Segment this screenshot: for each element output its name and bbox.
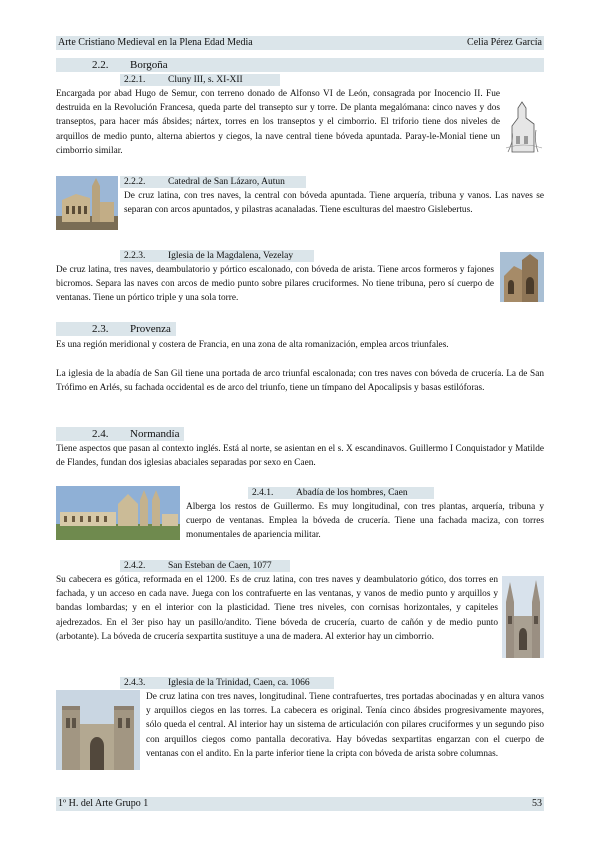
section-title: Borgoña — [130, 59, 168, 71]
page-footer — [56, 797, 544, 811]
subsection-heading-autun — [120, 176, 306, 188]
section-number: 2.4. — [92, 428, 109, 440]
autun-cathedral-image — [56, 176, 118, 230]
subsection-heading-trinidad — [120, 677, 334, 689]
subsection-title: San Esteban de Caen, 1077 — [168, 561, 272, 571]
paragraph-trinidad: De cruz latina con tres naves, longitudinal. Tiene contrafuertes, tres portadas abocinadas y en altura vanos y arquillos ciegos en las torres. La cabecera es original. Tenía cinco ábsides progresivamente mayores, sólo queda el central. Al interior hay un sistema de articulación con pilares cruciformes y un segundo piso con arquillos ciegos como pantalla decorativa. Hay bóvedas sexpartitas engarzan con el cuerpo de ventanas con el andito. En la parte inferior tiene la cripta con bóveda de arista sobre columnas. — [146, 692, 544, 759]
paragraph-vezelay: De cruz latina, tres naves, deambulatorio y pórtico escalonado, con bóveda de arista. Tiene arcos formeros y fajones bicromos. Separa las naves con arcos de medio punto sobre pilares cruciformes. No tiene tribuna, pero sí cuerpo de ventanas. Tiene un pórtico triple y una sola torre. — [56, 265, 494, 304]
section-title: Normandía — [130, 428, 180, 440]
paragraph-provenza-intro: Es una región meridional y costera de Francia, en una zona de alta romanización, emplea arcos triunfales. — [56, 340, 449, 350]
subsection-heading-san-esteban — [120, 560, 290, 572]
footer-course: 1º H. del Arte Grupo 1 — [58, 798, 149, 809]
paragraph-autun: De cruz latina, con tres naves, la central con bóveda apuntada. Tiene arquería, tribuna y vanos. Las naves se separan con arcos apuntados, y pilastras acanaladas. Tiene esculturas del maestro Gislebertus. — [124, 191, 544, 216]
subsection-number: 2.2.2. — [124, 177, 146, 187]
paragraph-normandia: Tiene aspectos que pasan al contexto inglés. Está al norte, se asientan en el s. X escandinavos. Guillermo I Conquistador y Matilde de Flandes, fundan dos iglesias abaciales separadas por sexo en Caen. — [56, 444, 544, 469]
paragraph-san-esteban: Su cabecera es gótica, reformada en el 1200. Es de cruz latina, con tres naves y deambulatorio gótico, dos torres en fachada, y un acceso en cada nave. Juega con los contrafuerte en las ventanas, y vanos de medio punto y arquillos y bandas lombardas; y en el interior con la plasticidad. Tiene tres niveles, con cornisas horizontales, y capiteles ajedrezados. En el 3er piso hay un pasillo/andito. Tiene bóveda de crucería, cuarto de cañón y de medio punto (arbotante). La bóveda de crucería sexpartita sustituye a una de madera. Al exterior hay un cimborrio. — [56, 575, 498, 642]
section-title: Provenza — [130, 323, 171, 335]
subsection-number: 2.2.1. — [124, 75, 146, 85]
section-heading-borgona — [56, 58, 544, 72]
section-heading-normandia — [56, 427, 184, 441]
subsection-heading-abbaye — [248, 487, 434, 499]
subsection-heading-cluny — [120, 74, 280, 86]
subsection-number: 2.4.2. — [124, 561, 146, 571]
san-esteban-image — [502, 576, 544, 658]
header-title: Arte Cristiano Medieval en la Plena Edad Media — [58, 37, 253, 48]
subsection-title: Iglesia de la Trinidad, Caen, ca. 1066 — [168, 678, 310, 688]
subsection-title: Iglesia de la Magdalena, Vezelay — [168, 251, 294, 261]
abbaye-aux-hommes-image — [56, 486, 180, 540]
paragraph-cluny: Encargada por abad Hugo de Semur, con terreno donado de Alfonso VI de León, consagrada por Inocencio II. Fue destruida en la Revolución Francesa, queda parte del transepto sur y torre. De planta megalómana: cinco naves y dos transeptos, para hacer más ábsides; nártex, torres en los transeptos y el cimborrio. El triforio tiene dos niveles de arquillos de medio punto, alterna abiertos y ciegos, la nave central tiene bóveda apuntada. Paray-le-Monial tiene un cimborrio similar. — [56, 89, 500, 156]
subsection-title: Cluny III, s. XI-XII — [168, 75, 243, 85]
paragraph-provenza-churches: La iglesia de la abadía de San Gil tiene una portada de arco triunfal escalonada; con tres naves con bóveda de crucería. La de San Trófimo en Arlés, su fachada occidental es de arco del triunfo, tiene un tímpano del Apocalipsis y basas estilóforas. — [56, 369, 544, 394]
section-heading-provenza — [56, 322, 176, 336]
subsection-number: 2.4.1. — [252, 488, 274, 498]
vezelay-church-image — [500, 252, 544, 302]
page-number: 53 — [532, 798, 542, 809]
page-header — [56, 36, 544, 50]
section-number: 2.3. — [92, 323, 109, 335]
cluny-drawing-image — [504, 96, 544, 154]
section-number: 2.2. — [92, 59, 109, 71]
subsection-title: Catedral de San Lázaro, Autun — [168, 177, 285, 187]
subsection-heading-vezelay — [120, 250, 314, 262]
paragraph-abbaye: Alberga los restos de Guillermo. Es muy longitudinal, con tres plantas, arquería, tribuna y cuerpo de ventanas. Emplea la bóveda de crucería. Tiene una fachada maciza, con torres monumentales de apariencia militar. — [186, 502, 544, 541]
trinidad-church-image — [56, 690, 140, 770]
header-author: Celia Pérez García — [467, 37, 542, 48]
subsection-number: 2.4.3. — [124, 678, 146, 688]
subsection-number: 2.2.3. — [124, 251, 146, 261]
subsection-title: Abadía de los hombres, Caen — [296, 488, 408, 498]
